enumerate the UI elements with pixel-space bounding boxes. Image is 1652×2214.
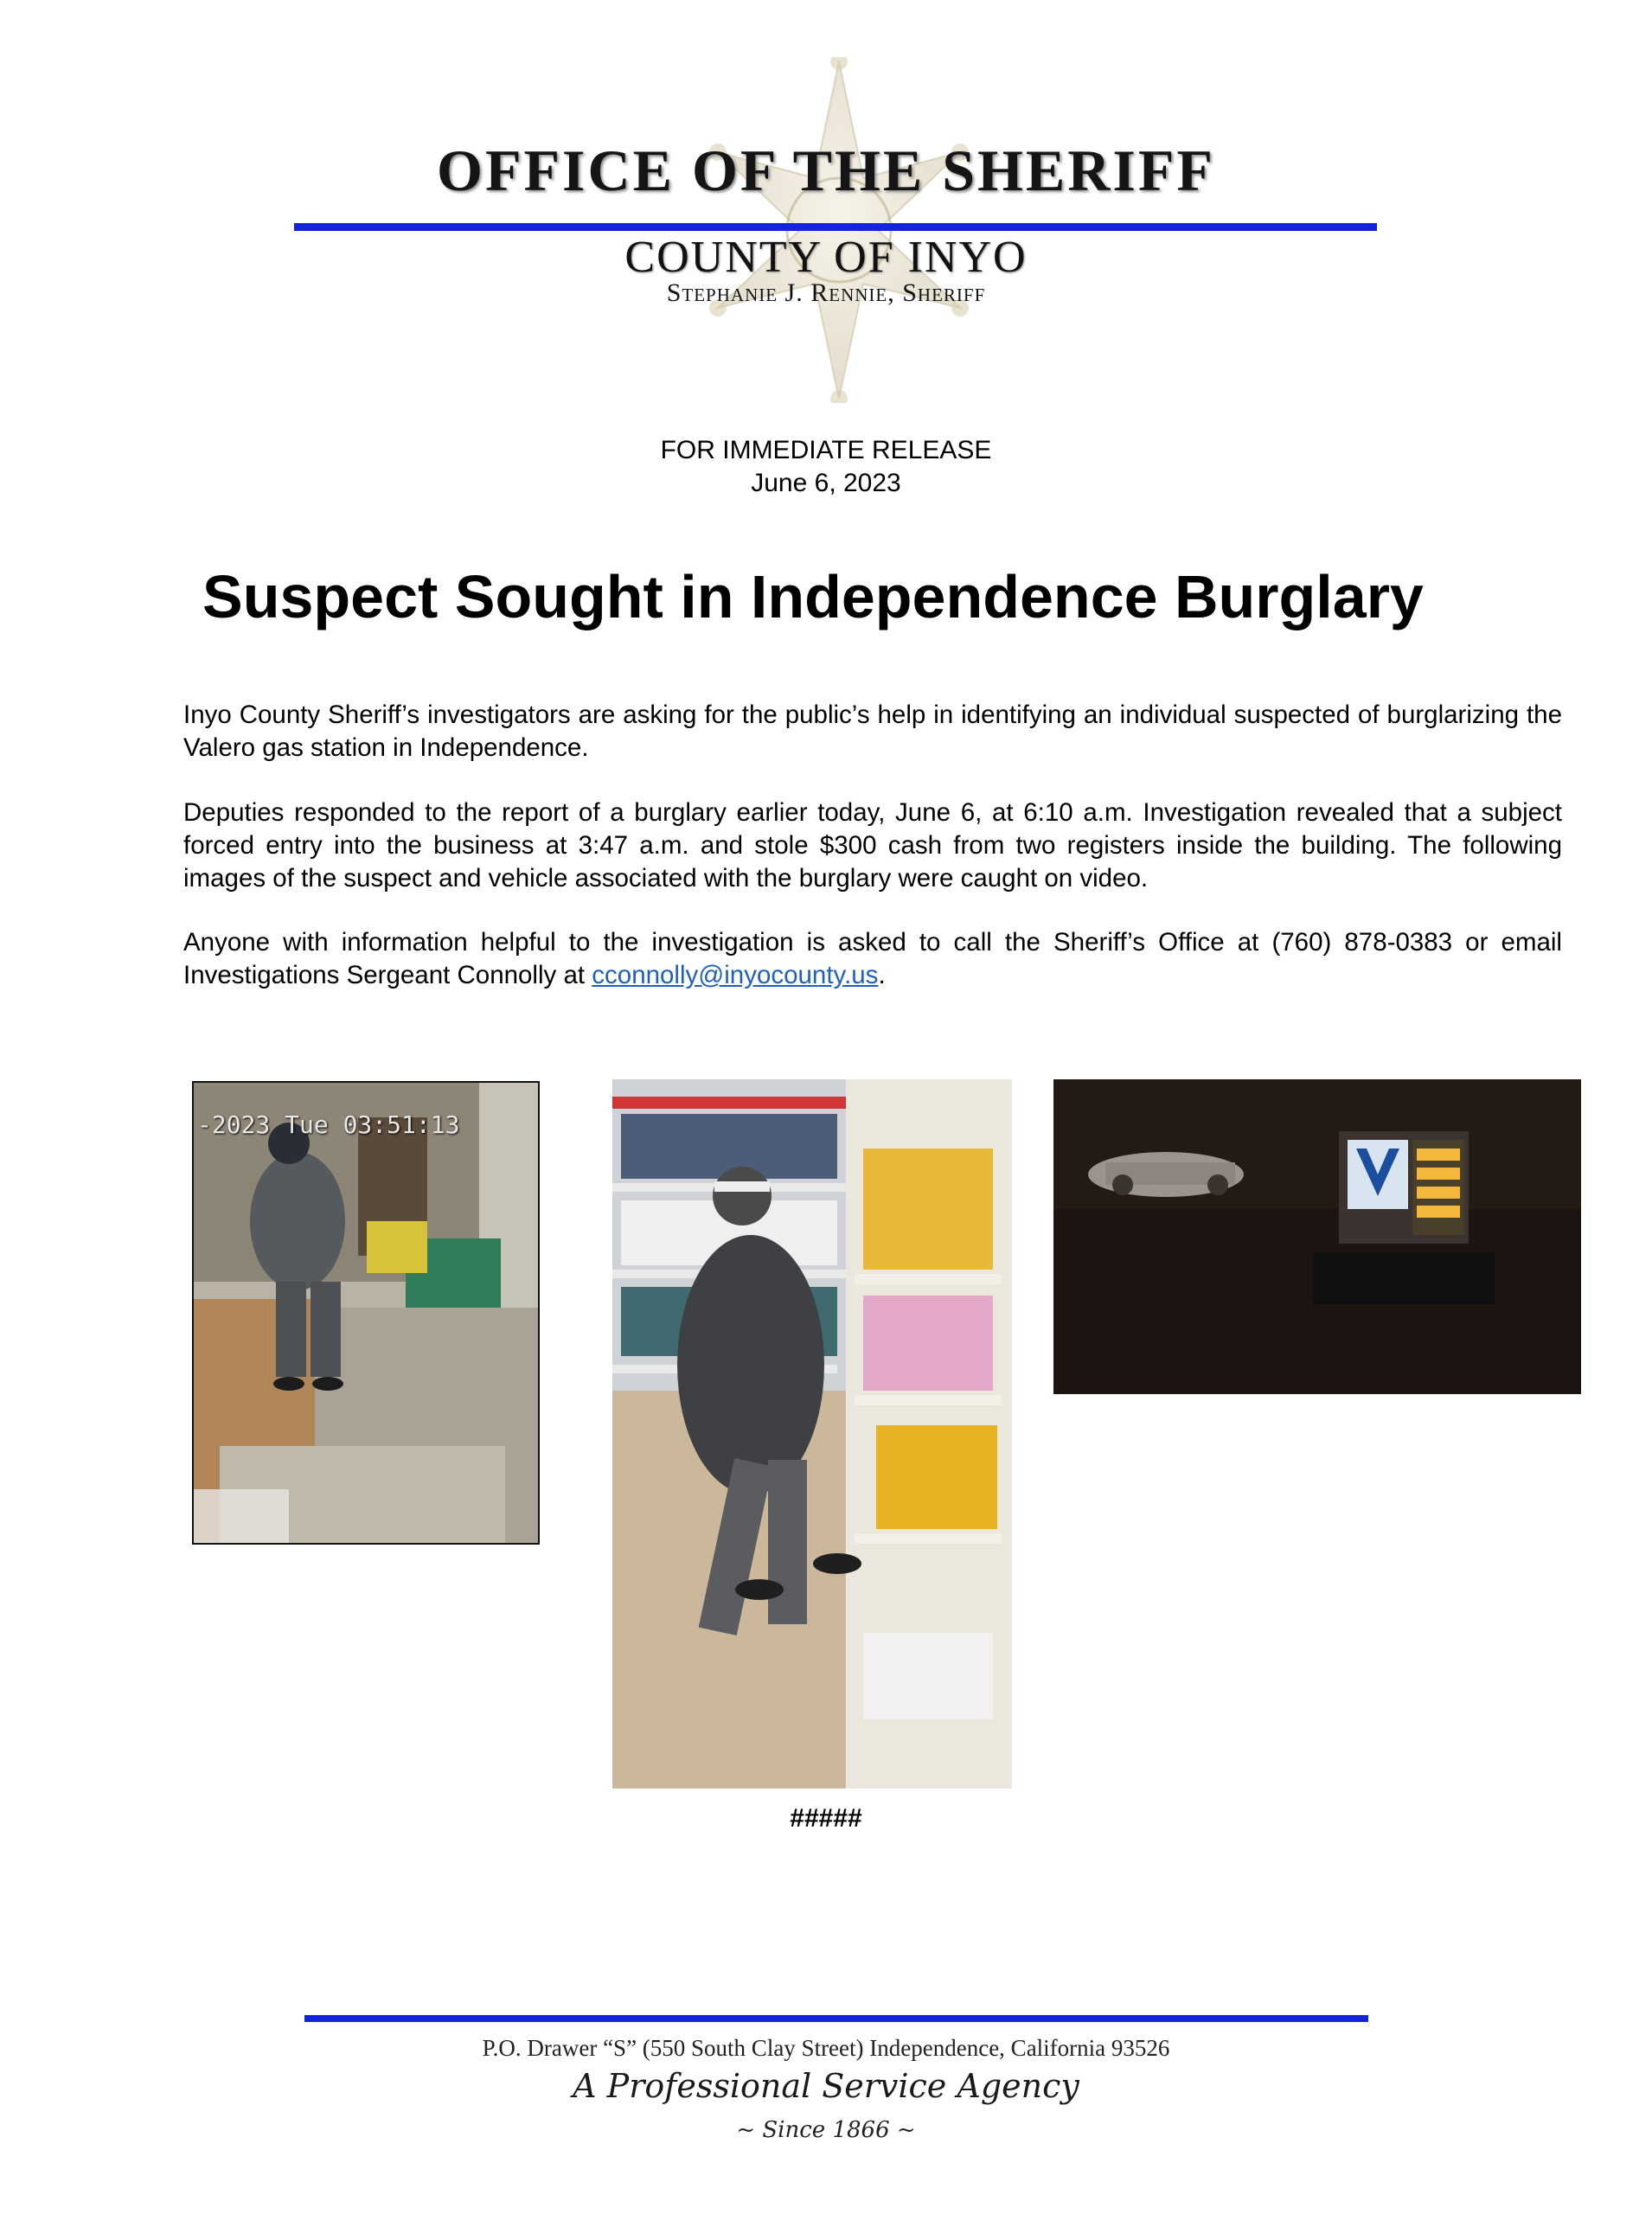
release-block	[0, 434, 1652, 500]
footer-motto: A Professional Service Agency	[573, 2067, 1079, 2105]
paragraph-3	[183, 926, 1562, 992]
end-of-release-mark: #####	[790, 1804, 862, 1833]
headline: Suspect Sought in Independence Burglary	[202, 563, 1424, 630]
release-label: FOR IMMEDIATE RELEASE	[660, 436, 992, 464]
footer-address: P.O. Drawer “S” (550 South Clay Street) Independence, California 93526	[482, 2035, 1170, 2061]
paragraph-2: Deputies responded to the report of a burglary earlier today, June 6, at 6:10 a.m. Investigation revealed that a subject forced entry into the business at 3:47 a.m. and stole $300 cash from two registers inside the building. The following images of the suspect and vehicle associated with the burglary were caught on video.	[183, 798, 1562, 893]
office-title: OFFICE OF THE SHERIFF	[437, 138, 1215, 203]
surveillance-photo-aisle	[612, 1079, 1012, 1788]
header-blue-rule	[294, 223, 1377, 231]
paragraph-1: Inyo County Sheriff’s investigators are asking for the public’s help in identifying an individual suspected of burglarizing the Valero gas station in Independence.	[183, 701, 1562, 762]
video-timestamp: -2023 Tue 03:51:13	[197, 1110, 460, 1139]
county-name: COUNTY OF INYO	[624, 233, 1028, 282]
footer-since: ~ Since 1866 ~	[736, 2117, 916, 2143]
surveillance-photo-vehicle	[1053, 1079, 1581, 1394]
release-date: June 6, 2023	[751, 469, 901, 497]
footer-blue-rule	[304, 2015, 1368, 2022]
surveillance-photo-backroom	[192, 1081, 540, 1545]
sheriff-name: Stephanie J. Rennie, Sheriff	[666, 278, 986, 307]
email-link[interactable]: cconnolly@inyocounty.us	[592, 961, 879, 989]
paragraph-3-text: Anyone with information helpful to the investigation is asked to call the Sheriff’s Office at (760) 878-0383 or email Investigations Sergeant Connolly at	[183, 928, 1562, 989]
paragraph-3-end: .	[878, 961, 886, 989]
